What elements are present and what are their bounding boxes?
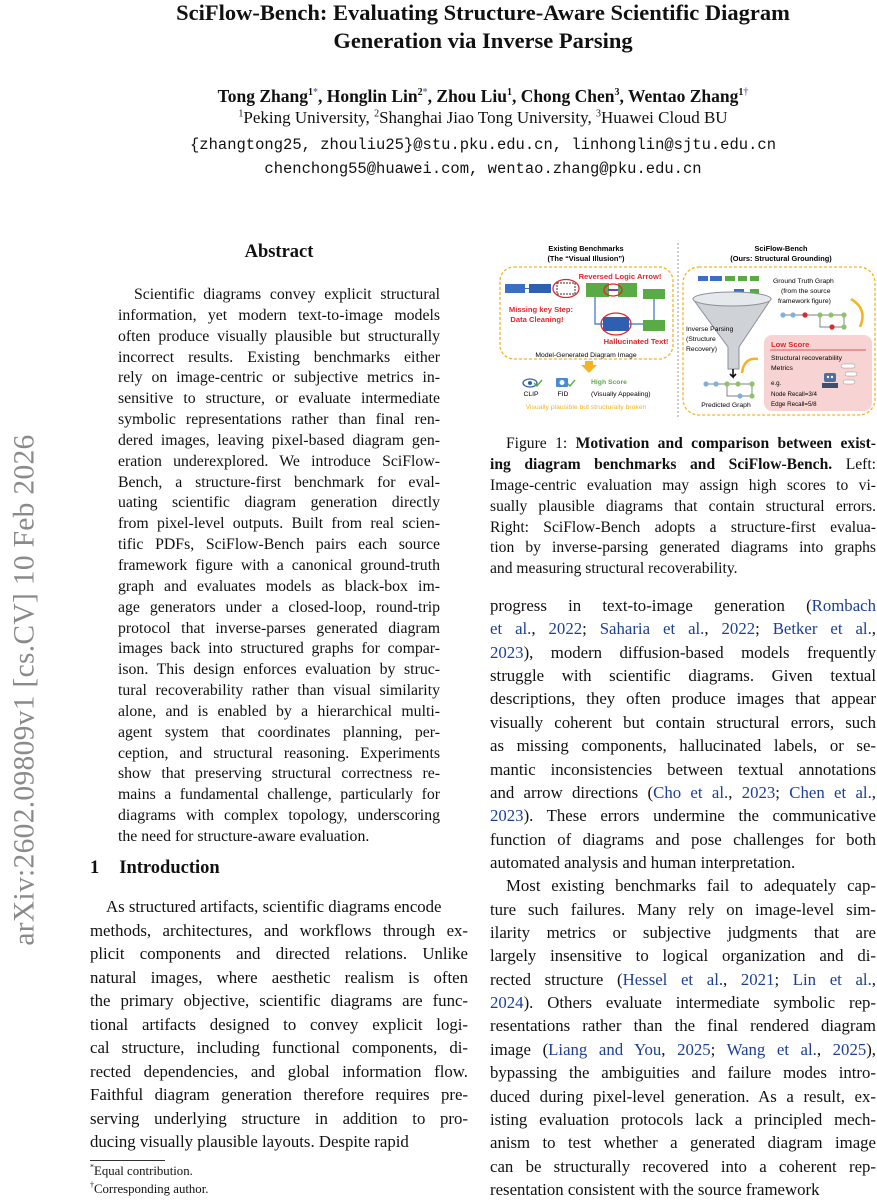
author-name: Tong Zhang xyxy=(217,86,308,106)
funnel-rim xyxy=(693,292,771,306)
author-note-mark[interactable]: * xyxy=(422,87,428,99)
affiliation-mark: 1 xyxy=(238,108,244,120)
text-line: can be structurally recovered into a coherent rep- xyxy=(490,1156,876,1176)
abstract-body xyxy=(118,285,440,848)
text-line: Right: SciFlow-Bench adopts a structure-first evalua- xyxy=(490,518,876,536)
author-affiliation-mark: 1 xyxy=(506,87,512,99)
citation-link[interactable]: 2025 xyxy=(832,1039,867,1059)
text-line: Scientific diagrams convey explicit structural xyxy=(134,286,440,303)
text-line: symbolic representations rather than final ren- xyxy=(118,411,440,429)
visually-appealing-label: (Visually Appealing) xyxy=(591,391,651,398)
annotation-hallucinated: Hallucinated Text! xyxy=(603,337,669,346)
text-line: methods, architectures, and workflows through ex- xyxy=(90,920,468,940)
text-line: the need for structure-aware evaluation. xyxy=(118,827,370,845)
author-separator: , xyxy=(317,86,327,106)
citation-link[interactable]: Cho et al. xyxy=(653,782,729,802)
annotation-data-cleaning: Data Cleaning! xyxy=(510,315,564,324)
text-line: agent system that coordinates planning, per- xyxy=(118,723,440,741)
text-line: largely insensitive to logical organization and di- xyxy=(490,946,876,966)
author-list xyxy=(0,86,877,107)
text-line: Bench, a structure-first benchmark for eval- xyxy=(118,473,440,491)
author-affiliation-mark: 2 xyxy=(417,87,423,99)
text-line: images back into structured graphs for compar- xyxy=(118,640,440,658)
text-line: struggle with scientific diagrams. Given textual xyxy=(490,666,876,686)
text-line: mains a fundamental challenge, particularly for xyxy=(118,786,440,804)
footnote-mark: * xyxy=(90,1162,94,1172)
footnote-equal-contribution xyxy=(90,1164,193,1179)
text-line: eration underexplored. We introduce SciFlow- xyxy=(118,452,440,470)
author-separator: , xyxy=(427,86,437,106)
author-name: Wentao Zhang xyxy=(627,86,739,106)
emails-line2[interactable]: chenchong55@huawei.com, wentao.zhang@pku.edu.cn xyxy=(264,160,702,178)
author-name: Honglin Lin xyxy=(326,86,418,106)
ground-truth-graph xyxy=(780,312,846,329)
text-line: show that preserving structural correctness re- xyxy=(118,765,440,783)
text-line: and measuring structural recoverability. xyxy=(490,560,738,578)
text-line: as missing components, hallucinated labels, or se- xyxy=(490,736,876,756)
ground-truth-sub2: framework figure) xyxy=(778,298,831,305)
text-line: incorrect results. Existing benchmarks either xyxy=(118,348,440,366)
text-line: resentation consistent with the source framework xyxy=(490,1179,820,1199)
text-line: 2023). These errors undermine the communicative xyxy=(490,806,876,826)
ground-truth-diagram xyxy=(698,276,759,294)
high-score-label: High Score xyxy=(591,379,627,386)
citation-link[interactable]: 2021 xyxy=(740,969,775,989)
arxiv-watermark: arXiv:2602.09809v1 [cs.CV] 10 Feb 2026 xyxy=(8,434,41,946)
clip-label: CLIP xyxy=(523,391,539,398)
node-recall-value: Node Recall=3/4 xyxy=(771,391,817,398)
author-note-mark[interactable]: † xyxy=(743,87,749,99)
text-line: age generators under a closed-loop, round-trip xyxy=(118,598,440,616)
text-line: tional artifacts designed to convey explicit logi- xyxy=(90,1014,468,1034)
citation-link[interactable]: Rombach xyxy=(811,596,876,615)
citation-link[interactable]: 2022 xyxy=(548,619,583,639)
author-separator: , xyxy=(619,86,628,106)
text-line: natural images, where aesthetic realism is often xyxy=(90,967,468,987)
text-line: isting evaluation protocols lack a principled mech- xyxy=(490,1109,876,1129)
metrics-label: Structural recoverability xyxy=(771,355,843,362)
text-line: ison. This design enforces evaluation by struc- xyxy=(118,661,440,679)
footnote-text: Equal contribution. xyxy=(94,1164,193,1178)
section-heading-introduction xyxy=(90,858,220,879)
inverse-parsing-sub1: (Structure xyxy=(686,336,716,343)
text-line: diagrams with complex topology, underscoring xyxy=(118,807,440,825)
citation-link[interactable]: et al. xyxy=(490,619,532,639)
citation-link[interactable]: Hessel et al. xyxy=(622,969,724,989)
text-line: ception, and structural reasoning. Experiments xyxy=(118,744,440,762)
text-line: ing diagram benchmarks and SciFlow-Bench. Left: xyxy=(490,455,876,473)
text-line: As structured artifacts, scientific diagrams encode xyxy=(106,897,442,916)
text-line: Image-centric evaluation may assign high scores to vi- xyxy=(490,476,876,494)
affiliations xyxy=(0,108,877,128)
citation-link[interactable]: Lin et al. xyxy=(792,969,872,989)
affiliation-mark: 3 xyxy=(596,108,602,120)
text-line: resentations rather than the final rendered diagram xyxy=(490,1016,876,1036)
model-image-label: Model-Generated Diagram Image xyxy=(535,352,637,359)
text-line: ilarity metrics or subjective judgments that are xyxy=(490,923,876,943)
ground-truth-sub1: (from the source xyxy=(781,288,831,295)
author-affiliation-mark: 3 xyxy=(614,87,620,99)
abstract-heading: Abstract xyxy=(244,242,314,262)
figure-1-caption xyxy=(490,434,876,580)
text-line: and arrow directions (Cho et al., 2023; Chen et al., xyxy=(490,782,876,802)
citation-link[interactable]: Liang and You xyxy=(548,1039,662,1059)
text-line: duced during pixel-level generation. As a result, ex- xyxy=(490,1086,876,1106)
low-score-label: Low Score xyxy=(771,340,810,349)
inverse-parsing-sub2: Recovery) xyxy=(686,346,717,353)
fid-label: FID xyxy=(557,391,569,398)
author-name: Chong Chen xyxy=(520,86,615,106)
emails-line1[interactable]: {zhangtong25, zhouliu25}@stu.pku.edu.cn, linhonglin@sjtu.edu.cn xyxy=(190,136,776,154)
metrics-sub: Metrics xyxy=(771,365,793,372)
text-line: uating scientific diagram generation directly xyxy=(118,494,440,512)
text-line: dered images, leaving pixel-based diagram gen- xyxy=(118,431,440,449)
figure-label: Figure 1: xyxy=(506,435,576,452)
citation-link[interactable]: 2023 xyxy=(490,642,524,662)
citation-link[interactable]: Saharia et al. xyxy=(599,619,705,639)
author-note-mark[interactable]: * xyxy=(312,87,318,99)
fig-left-title: Existing Benchmarks xyxy=(548,244,624,253)
text-line: visually coherent but contain structural errors, such xyxy=(490,712,876,732)
inverse-parsing-label: Inverse Parsing xyxy=(686,326,734,333)
curved-arrow-icon xyxy=(742,359,758,373)
author-affiliation-mark: 1 xyxy=(738,87,744,99)
text-line: image (Liang and You, 2025; Wang et al., 2025), xyxy=(490,1039,877,1059)
citation-link[interactable]: Wang et al. xyxy=(726,1039,817,1059)
introduction-body xyxy=(90,895,468,1154)
footnote-corresponding-author xyxy=(90,1182,208,1197)
text-line: tural recoverability rather than visual similarity xyxy=(118,682,440,700)
annotation-reversed-arrow: Reversed Logic Arrow! xyxy=(578,272,662,281)
citation-link[interactable]: 2025 xyxy=(677,1039,711,1059)
text-line: protocol that inverse-parses generated diagram xyxy=(118,619,440,637)
section-title: Introduction xyxy=(119,858,220,878)
text-line: the primary objective, scientific diagrams are func- xyxy=(90,991,468,1010)
figure-1-diagram xyxy=(496,239,877,417)
fid-camera-icon xyxy=(556,378,575,387)
citation-link[interactable]: 2024 xyxy=(490,993,524,1013)
text-line: ture such failures. Many rely on image-level sim- xyxy=(490,899,876,919)
text-line: graph and evaluates models as black-box im- xyxy=(118,577,440,595)
text-line: framework figure with a canonical ground-truth xyxy=(118,556,440,574)
paper-title-line1: SciFlow-Bench: Evaluating Structure-Aware Scientific Diagram xyxy=(176,0,790,25)
down-arrow-icon xyxy=(581,361,597,373)
down-arrow-icon xyxy=(730,369,736,377)
text-line: rected dependencies, and global information flow. xyxy=(90,1061,468,1081)
text-line: anism to test whether a generated diagram image xyxy=(490,1133,876,1153)
text-line: plicit components and directed relations. Unlike xyxy=(90,944,468,963)
footnote-mark: † xyxy=(90,1180,94,1190)
citation-link[interactable]: Betker et al. xyxy=(772,619,872,639)
section-number: 1 xyxy=(90,858,100,878)
text-line: function of diagrams and pose challenges for both xyxy=(490,829,876,849)
edge-recall-value: Edge Recall=5/8 xyxy=(771,401,817,408)
citation-link[interactable]: 2023 xyxy=(490,806,524,826)
ground-truth-label: Ground Truth Graph xyxy=(773,278,834,285)
introduction-body-continued xyxy=(490,594,876,1201)
affiliation-name: Peking University, xyxy=(243,108,375,127)
fig-left-subtitle: (The “Visual Illusion”) xyxy=(547,254,625,263)
text-line: descriptions, they often produce images that appear xyxy=(490,689,876,709)
text-line: alone, and is enabled by a hierarchical multi- xyxy=(118,702,440,720)
author-separator: , xyxy=(511,86,521,106)
citation-link[interactable]: 2023 xyxy=(741,782,776,802)
text-line: Faithful diagram generation therefore requires pre- xyxy=(90,1085,468,1104)
fig-right-subtitle: (Ours: Structural Grounding) xyxy=(730,254,832,263)
broken-label: Visually plausible but structurally broken xyxy=(525,404,647,411)
text-line: sensitive to structure, or evaluate intermediate xyxy=(118,390,440,408)
text-line: often produce visually plausible but structurally xyxy=(118,327,440,345)
paper-title-line2: Generation via Inverse Parsing xyxy=(333,28,633,53)
eg-label: e.g. xyxy=(771,380,782,387)
text-line: progress in text-to-image generation (Rombach xyxy=(490,596,876,615)
bold-text: ing diagram benchmarks and SciFlow-Bench. xyxy=(490,455,833,473)
affiliation-name: Huawei Cloud BU xyxy=(601,108,728,127)
citation-link[interactable]: 2022 xyxy=(721,619,756,639)
predicted-graph xyxy=(703,381,754,398)
bold-text: Motivation and comparison between exist- xyxy=(575,435,876,452)
fig-right-title: SciFlow-Bench xyxy=(754,244,808,253)
curved-arrow-icon xyxy=(851,299,863,327)
footnote-text: Corresponding author. xyxy=(94,1182,209,1196)
text-line: 2024). Others evaluate intermediate symbolic rep- xyxy=(490,993,876,1013)
text-line: cal structure, including functional components, di- xyxy=(90,1038,468,1057)
footnote-rule xyxy=(90,1160,165,1161)
text-line: mantic inconsistencies between textual annotations xyxy=(490,759,876,779)
text-line: 2023), modern diffusion-based models frequently xyxy=(490,642,876,662)
text-line: rected structure (Hessel et al., 2021; Lin et al., xyxy=(490,969,876,989)
text-line: information, yet modern text-to-image models xyxy=(118,306,440,324)
annotation-missing-step: Missing key Step: xyxy=(508,305,574,314)
author-name: Zhou Liu xyxy=(436,86,507,106)
affiliation-mark: 2 xyxy=(374,108,380,120)
figure-1 xyxy=(496,239,877,417)
predicted-graph-label: Predicted Graph xyxy=(701,402,751,409)
text-line: rely on image-centric or subjective metrics in- xyxy=(118,369,440,387)
text-line: from pixel-level outputs. Built from real scien- xyxy=(118,515,440,533)
text-line: sually plausible diagrams that contain structural errors. xyxy=(490,497,876,515)
text-line: tific PDFs, SciFlow-Bench pairs each source xyxy=(118,536,440,554)
text-line: et al., 2022; Saharia et al., 2022; Betker et al., xyxy=(490,619,876,639)
text-line: bypassing the ambiguities and failure modes intro- xyxy=(490,1063,876,1083)
text-line xyxy=(490,434,876,455)
text-line: automated analysis and human interpretation. xyxy=(490,852,796,872)
text-line: ducing visually plausible layouts. Despite rapid xyxy=(90,1132,409,1151)
text-line: tion by inverse-parsing generated diagrams into graphs xyxy=(490,539,876,557)
affiliation-name: Shanghai Jiao Tong University, xyxy=(379,108,597,127)
text-line: Most existing benchmarks fail to adequately cap- xyxy=(506,876,876,896)
clip-eye-icon xyxy=(523,379,542,387)
author-affiliation-mark: 1 xyxy=(307,87,313,99)
text-line: serving underlying structure in addition to pro- xyxy=(90,1108,468,1128)
citation-link[interactable]: Chen et al. xyxy=(789,782,872,802)
